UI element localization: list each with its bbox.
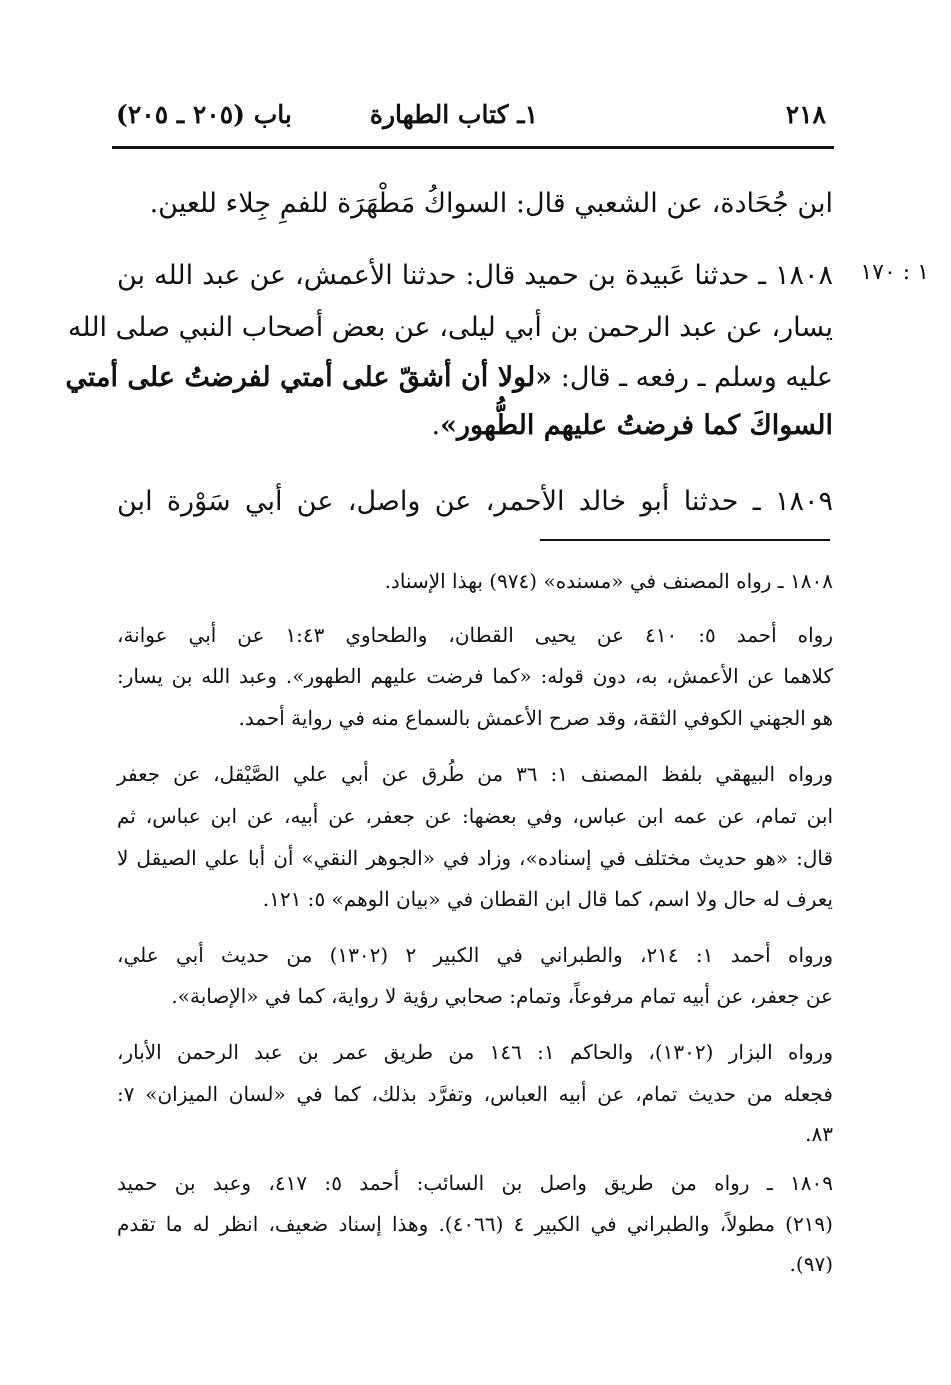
footnote-line: فجعله من حديث تمام، عن أبيه العباس، وتفرَّد بذلك، كما في «لسان الميزان» ٧: bbox=[117, 1082, 833, 1106]
main-text-line: ابن جُحَادة، عن الشعبي قال: السواكُ مَطْهَرَة للفمِ جِلاء للعين. bbox=[149, 188, 833, 219]
hadith-1808-line bbox=[65, 358, 833, 398]
chapter-range: باب (٢٠٥ ـ ٢٠٥) bbox=[116, 100, 292, 129]
page-header bbox=[112, 96, 834, 144]
footnote-line: ابن تمام، عن عمه ابن عباس، وفي بعضها: عن جعفر، عن أبيه، عن ابن عباس، ثم bbox=[117, 804, 833, 828]
footnote-line: ١٨٠٨ ـ رواه المصنف في «مسنده» (٩٧٤) بهذا الإسناد. bbox=[384, 569, 833, 593]
hadith-matn: «لولا أن أشقّ على أمتي لفرضتُ على أمتي bbox=[65, 362, 553, 393]
hadith-1808-line: ١٨٠٨ ـ حدثنا عَبيدة بن حميد قال: حدثنا الأعمش، عن عبد الله بن bbox=[117, 260, 833, 291]
header-rule bbox=[112, 146, 834, 149]
footnote-line: رواه أحمد ٥: ٤١٠ عن يحيى القطان، والطحاوي ١:٤٣ عن أبي عوانة، bbox=[117, 623, 834, 647]
footnote-line: كلاهما عن الأعمش، به، دون قوله: «كما فرضت عليهم الطهور». وعبد الله بن يسار: bbox=[117, 664, 833, 688]
margin-reference: ١ : ١٧٠ bbox=[860, 260, 929, 285]
footnote-line: (٢١٩) مطولاً، والطبراني في الكبير ٤ (٤٠٦٦). وهذا إسناد ضعيف، انظر له ما تقدم bbox=[117, 1212, 833, 1236]
footnote-line: هو الجهني الكوفي الثقة، وقد صرح الأعمش بالسماع منه في رواية أحمد. bbox=[238, 706, 833, 730]
footnote-line: ورواه البزار (١٣٠٢)، والحاكم ١: ١٤٦ من طريق عمر بن عبد الرحمن الأبار، bbox=[117, 1040, 833, 1064]
footnote-line: ورواه أحمد ١: ٢١٤، والطبراني في الكبير ٢ (١٣٠٢) من حديث أبي علي، bbox=[117, 943, 833, 967]
footnote-line: عن جعفر، عن أبيه تمام مرفوعاً، وتمام: صحابي رؤية لا رواية، كما في «الإصابة». bbox=[171, 984, 833, 1008]
hadith-1809-line: ١٨٠٩ ـ حدثنا أبو خالد الأحمر، عن واصل، عن أبي سَوْرة ابن bbox=[117, 486, 833, 517]
page-number: ٢١٨ bbox=[785, 100, 826, 129]
footnote-line: ورواه البيهقي بلفظ المصنف ١: ٣٦ من طُرق عن أبي علي الصَّيْقل، عن جعفر bbox=[117, 762, 833, 786]
hadith-1808-line bbox=[117, 406, 833, 446]
footnote-rule bbox=[540, 539, 830, 541]
narration-text: عليه وسلم ـ رفعه ـ قال: bbox=[552, 362, 833, 393]
footnote-line: (٩٧). bbox=[789, 1252, 833, 1276]
footnote-line: يعرف له حال ولا اسم، كما قال ابن القطان في «بيان الوهم» ٥: ١٢١. bbox=[262, 887, 833, 911]
book-title: ١ـ كتاب الطهارة bbox=[369, 100, 538, 129]
footnote-line: قال: «هو حديث مختلف في إسناده»، وزاد في «الجوهر النقي» أن أبا علي الصيقل لا bbox=[117, 846, 834, 870]
hadith-matn: السواكَ كما فرضتُ عليهم الطُّهور» bbox=[440, 410, 833, 441]
hadith-1808-line: يسار، عن عبد الرحمن بن أبي ليلى، عن بعض أصحاب النبي صلى الله bbox=[67, 312, 833, 343]
punctuation: . bbox=[431, 410, 441, 441]
footnote-line: ٨٣. bbox=[805, 1122, 833, 1146]
footnote-line: ١٨٠٩ ـ رواه من طريق واصل بن السائب: أحمد ٥: ٤١٧، وعبد بن حميد bbox=[117, 1171, 833, 1195]
